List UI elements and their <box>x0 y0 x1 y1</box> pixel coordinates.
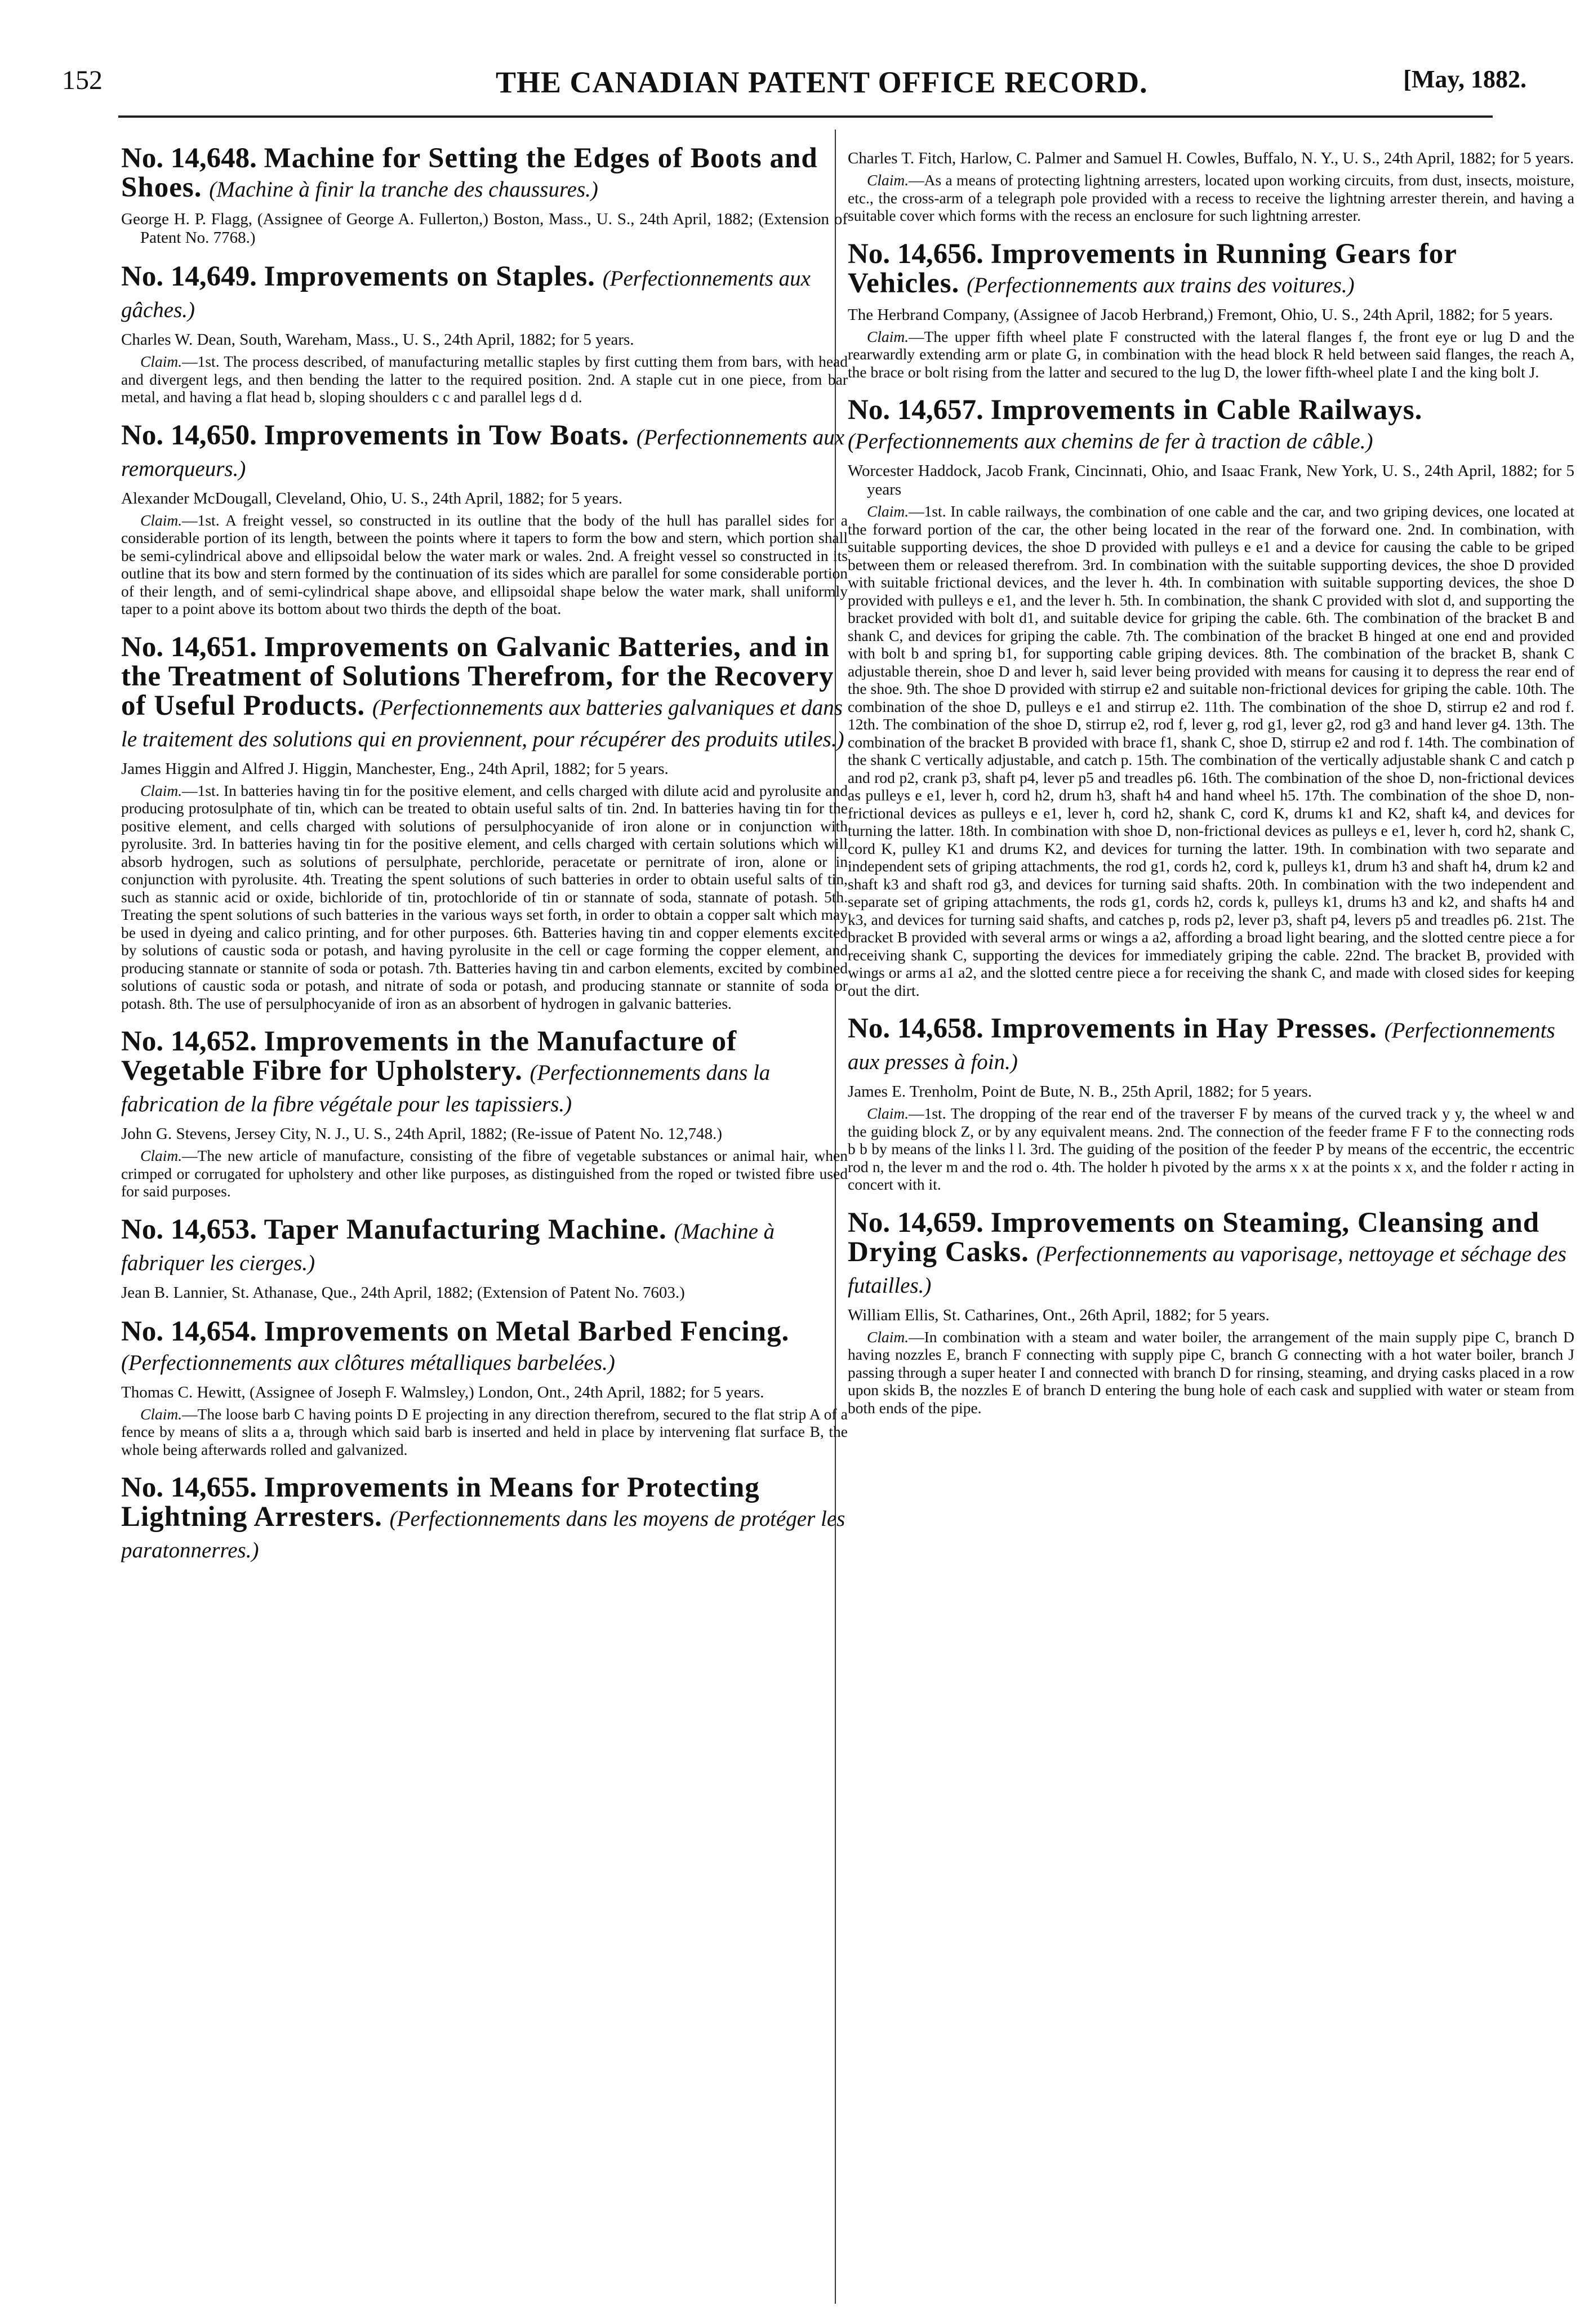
patent-french-title: (Perfectionnements aux presses à foin.) <box>848 1018 1555 1074</box>
patent-title: Improvements in Cable Railways. <box>990 394 1423 426</box>
patent-number: No. 14,651. <box>121 631 257 663</box>
claim-text: —1st. A freight vessel, so constructed in its outline that the body of the hull has parallel sides for a considerable portion of its length, between the points where it tapers to form the bow and stern, which portion shall be semi-cylindrical above and ellipsoidal below the water mark or wales. 2nd. A freight vessel so constructed in its outline that its bow and stern formed by the continuation of its sides which are parallel for some considerable portion of their length, and of semi-cylindrical shape above, and ellipsoidal shape below the water mark, shall uniformly taper to a point above its bottom about two thirds the depth of the boat. <box>121 511 848 617</box>
patent-number: No. 14,656. <box>848 238 983 270</box>
patent-french-title: (Machine à fabriquer les cierges.) <box>121 1219 775 1275</box>
page-number: 152 <box>62 65 103 95</box>
patent-claim <box>848 328 1574 381</box>
claim-label: Claim. <box>140 511 183 529</box>
patent-heading <box>121 1215 848 1278</box>
patent-claim <box>121 1147 848 1200</box>
patent-heading <box>121 1027 848 1119</box>
patent-heading <box>121 633 848 754</box>
patent-french-title: (Perfectionnements aux gâches.) <box>121 266 811 322</box>
patent-title: Improvements in the Manufacture of Vegetable Fibre for Upholstery. <box>121 1026 737 1087</box>
issue-date: [May, 1882. <box>1403 65 1526 93</box>
patent-claim <box>848 502 1574 999</box>
claim-label: Claim. <box>140 1147 183 1164</box>
patent-number: No. 14,658. <box>848 1013 983 1044</box>
claim-text: —1st. The process described, of manufacturing metallic staples by first cutting them from bars, with head and divergent legs, and then bending the latter to the required position. 2nd. A staple cut in one piece, from bar metal, and having a flat head b, sloping shoulders c c and parallel legs d d. <box>121 353 848 406</box>
patentee-details: James E. Trenholm, Point de Bute, N. B., 25th April, 1882; for 5 years. <box>848 1083 1312 1101</box>
right-column <box>848 144 1574 2312</box>
claim-text: —As a means of protecting lightning arresters, located upon working circuits, from dust, insects, moisture, etc., the cross-arm of a telegraph pole provided with a recess to receive the lightning arrester therein, and having a suitable cover which forms with the recess an enclosure for such lightning arrester. <box>848 171 1574 224</box>
patent-french-title: (Perfectionnements aux clôtures métalliques barbelées.) <box>121 1350 615 1375</box>
claim-text: —The loose barb C having points D E projecting in any direction therefrom, secured to the flat strip A of a fence by means of slits a a, through which said barb is inserted and held in place by intervening flat surface B, the whole being afterwards rolled and galvanized. <box>121 1405 848 1458</box>
patent-entry <box>121 421 848 618</box>
patent-number: No. 14,648. <box>121 144 257 174</box>
patent-claim <box>848 171 1574 225</box>
patent-claim <box>121 782 848 1013</box>
patent-title: Improvements on Staples. <box>264 261 595 292</box>
patent-number: No. 14,653. <box>121 1213 257 1245</box>
claim-label: Claim. <box>140 353 183 370</box>
patent-french-title: (Perfectionnements aux trains des voitures.) <box>967 273 1355 297</box>
patent-entry <box>121 1317 848 1459</box>
patentee-details: Charles W. Dean, South, Wareham, Mass., U. S., 24th April, 1882; for 5 years. <box>121 331 634 349</box>
patent-entry <box>121 262 848 406</box>
patent-entry <box>121 633 848 1013</box>
patent-entry <box>848 1208 1574 1417</box>
patent-entry <box>848 395 1574 999</box>
patent-french-title: (Perfectionnements aux remorqueurs.) <box>121 425 845 481</box>
patent-title: Improvements on Steaming, Cleansing and Drying Casks. <box>848 1206 1540 1268</box>
claim-text: —1st. The dropping of the rear end of the traverser F by means of the curved track y y, the wheel w and the guiding block Z, or by any equivalent means. 2nd. The connection of the feeder frame F F to the connecting rods b b by means of the links l l. 3rd. The guiding of the position of the feeder P by means of the eccentric, the eccentric rod n, the lever m and the rod o. 4th. The holder h pivoted by the arms x x at the points x x, and the folder r acting in concert with it. <box>848 1105 1574 1193</box>
patentee-details: William Ellis, St. Catharines, Ont., 26th April, 1882; for 5 years. <box>848 1306 1270 1324</box>
claim-text: —1st. In cable railways, the combination of one cable and the car, and two griping devices, one located at the forward portion of the car, the other being located in the rear of the forward one. 2nd. In combination, with suitable supporting devices, the shoe D provided with pulleys e e1 and a device for causing the cable to be griped between them or released therefrom. 3rd. In combination with the suitable supporting devices, the shoe D provided with suitable frictional devices, and the lever h. 4th. In combination with suitable supporting devices, the shoe D provided with pulleys e e1, and the lever h. 5th. In combination, the shank C provided with slot d, and supporting the bracket provided with bolt d1, and suitable device for griping the cable. 6th. The combination of the bracket B and shank C, and devices for griping the cable. 7th. The combination of the bracket B hinged at one end and provided with bolt b and spring b1, for supporting cable griping devices. 8th. The combination of the bracket B, shank C adjustable therein, shoe D and lever h, said lever being provided with means for causing it to depress the rear end of the shoe. 9th. The shoe D provided with stirrup e2 and suitable non-frictional devices for griping the cable. 10th. The combination of the shoe D, pulleys e e1 and stirrup e2. 11th. The combination of the shoe D, stirrup e2 and rod f. 12th. The combination of the shoe D, stirrup e2, rod f, lever g, rod g1, lever g2, rod g3 and hand lever g4. 13th. The combination of the bracket B provided with brace f1, shank C, shoe D, stirrup e2 and rod f. 14th. The combination of the shank C vertically adjustable, and catch p. 15th. The combination of the vertically adjustable shank C and catch p and rod p2, crank p3, shaft p4, lever p5 and treadles p6. 16th. The combination of the shoe D, non-frictional devices as pulleys e e1, lever h, cord h2, drum h3, shaft h4 and hand wheel h5. 17th. The combination of the shoe D, non-frictional devices as pulleys e e1, lever h, cord h2, shank C, cord K, drums k1 and K2, shaft k4, and devices for turning the latter. 18th. In combination with shoe D, non-frictional devices as pulleys e e1, lever h, cord h2, shank C, cord K, pulley K1 and drums K2, and devices for turning the latter. 19th. In combination with two separate and independent sets of griping attachments, the rod g1, cords h2, cord k, pulleys k1, drum h3 and shaft h4, drum k2 and shaft k3 and shaft rod g3, and devices for turning said shafts. 20th. In combination with the two independent and separate set of griping attachments, the rods g1, cords h2, cords k, pulleys k1, drums h3 and k2, and shafts h4 and k3, and devices for turning said shafts, and catches p, rods p2, lever p3, shaft p4, levers p5 and treadles p6. 21st. The bracket B provided with several arms or wings a a2, affording a broad light bearing, and the slotted centre piece a for receiving shank C, supporting the devices for immediately griping the cable. 22nd. The bracket B, provided with wings or arms a1 a2, and the slotted centre piece a for receiving the shank C, and made with closed sides for keeping out the dirt. <box>848 502 1574 999</box>
claim-text: —The new article of manufacture, consisting of the fibre of vegetable substances or animal hair, when crimped or corrugated for upholstery and other like purposes, as distinguished from the roped or twisted fibre used for said purposes. <box>121 1147 848 1200</box>
left-column <box>121 144 848 2312</box>
patent-claim <box>121 1405 848 1459</box>
patent-heading <box>848 395 1574 456</box>
patent-heading <box>121 421 848 484</box>
patent-title: Improvements on Galvanic Batteries, and in the Treatment of Solutions Therefrom, for the Recovery of Useful Products. <box>121 631 834 722</box>
patentee-details: George H. P. Flagg, (Assignee of George A. Fullerton,) Boston, Mass., U. S., 24th April, 1882; (Extension of Patent No. 7768.) <box>121 210 848 247</box>
patent-entry <box>848 1014 1574 1194</box>
patent-number: No. 14,655. <box>121 1472 257 1503</box>
patent-entry <box>121 144 848 247</box>
claim-label: Claim. <box>867 1328 909 1346</box>
patent-claim <box>848 1328 1574 1417</box>
page-header <box>62 59 1526 110</box>
patent-claim <box>121 353 848 406</box>
patentee-details: The Herbrand Company, (Assignee of Jacob Herbrand,) Fremont, Ohio, U. S., 24th April, 1882; for 5 years. <box>848 305 1554 324</box>
header-rule <box>118 115 1493 118</box>
patent-entry <box>121 1473 848 1565</box>
patent-title: Improvements in Hay Presses. <box>990 1013 1377 1044</box>
patent-heading <box>121 144 848 204</box>
patent-heading <box>121 262 848 325</box>
patentee-details: Jean B. Lannier, St. Athanase, Que., 24th April, 1882; (Extension of Patent No. 7603.) <box>121 1283 685 1302</box>
patent-number: No. 14,659. <box>848 1206 983 1239</box>
claim-text: —1st. In batteries having tin for the positive element, and cells charged with dilute acid and pyrolusite and producing protosulphate of tin, which can be treated to obtain useful salts of tin. 2nd. In batteries having tin for the positive element, and cells charged with solutions of persulphocyanide of iron alone or in conjunction with pyrolusite. 3rd. In batteries having tin for the positive element, and cells charged with certain solutions which will absorb hydrogen, such as solutions of persulphate, perchloride, peracetate or pernitrate of iron, alone or in conjunction with pyrolusite. 4th. Treating the spent solutions of such batteries in order to obtain useful salts of tin, such as stannic acid or oxide, bichloride of tin, protochloride of tin or stannate of soda, stannate of potash. 5th. Treating the spent solutions of such batteries in the various ways set forth, in order to obtain a copper salt which may be used in dyeing and calico printing, and for other purposes. 6th. Batteries having tin and copper elements excited by solutions of caustic soda or potash, and having pyrolusite in the cell or cage forming the copper element, and producing stannate or stannite of soda or potash. 7th. Batteries having tin and carbon elements, excited by combined solutions of caustic soda or potash, and nitrate of soda or potash, and producing stannate or stannite of soda or potash. 8th. The use of persulphocyanide of iron as an absorbent of hydrogen in galvanic batteries. <box>121 781 848 1012</box>
patent-heading <box>121 1473 848 1565</box>
patent-claim <box>848 1105 1574 1194</box>
claim-label: Claim. <box>140 1405 183 1423</box>
patent-entry <box>848 149 1574 225</box>
patent-french-title: (Perfectionnements dans les moyens de protéger les paratonnerres.) <box>121 1507 845 1562</box>
patent-entry <box>121 1027 848 1200</box>
claim-label: Claim. <box>867 327 909 345</box>
patent-title: Taper Manufacturing Machine. <box>264 1213 667 1245</box>
patent-number: No. 14,657. <box>848 394 983 426</box>
claim-label: Claim. <box>867 171 909 189</box>
patent-number: No. 14,652. <box>121 1026 257 1057</box>
patent-title: Improvements in Running Gears for Vehicles. <box>848 238 1457 299</box>
patent-french-title: (Perfectionnements au vaporisage, nettoyage et séchage des futailles.) <box>848 1241 1566 1298</box>
patent-number: No. 14,654. <box>121 1315 257 1347</box>
patent-number: No. 14,650. <box>121 419 257 451</box>
patent-french-title: (Perfectionnements aux batteries galvaniques et dans le traitement des solutions qui en proviennent, pour récupérer des produits utiles.) <box>121 695 844 751</box>
claim-label: Claim. <box>867 1105 909 1122</box>
patent-entry <box>848 239 1574 381</box>
patentee-details: Thomas C. Hewitt, (Assignee of Joseph F. Walmsley,) London, Ont., 24th April, 1882; for 5 years. <box>121 1383 764 1401</box>
patentee-details: John G. Stevens, Jersey City, N. J., U. S., 24th April, 1882; (Re-issue of Patent No. 12,748.) <box>121 1125 723 1143</box>
patent-heading <box>121 1317 848 1378</box>
claim-label: Claim. <box>867 502 909 520</box>
patentee-details: Charles T. Fitch, Harlow, C. Palmer and Samuel H. Cowles, Buffalo, N. Y., U. S., 24th April, 1882; for 5 years. <box>848 149 1574 167</box>
patent-heading <box>848 1014 1574 1077</box>
patent-french-title: (Machine à finir la tranche des chaussures.) <box>209 177 598 202</box>
patent-entry <box>121 1215 848 1302</box>
patentee-details: Alexander McDougall, Cleveland, Ohio, U. S., 24th April, 1882; for 5 years. <box>121 489 622 507</box>
claim-text: —The upper fifth wheel plate F constructed with the lateral flanges f, the front eye or lug D and the rearwardly extending arm or plate G, in combination with the head block R held between said flanges, the reach A, the brace or bolt rising from the latter and secured to the lug D, the lower fifth-wheel plate I and the king bolt J. <box>848 327 1574 381</box>
patent-heading <box>848 239 1574 300</box>
patent-french-title: (Perfectionnements dans la fabrication de la fibre végétale pour les tapissiers.) <box>121 1061 771 1116</box>
patent-heading <box>848 1208 1574 1301</box>
journal-title: THE CANADIAN PATENT OFFICE RECORD. <box>496 65 1148 99</box>
patent-french-title: (Perfectionnements aux chemins de fer à traction de câble.) <box>848 429 1373 453</box>
patent-title: Improvements in Means for Protecting Lightning Arresters. <box>121 1472 760 1533</box>
patentee-details: James Higgin and Alfred J. Higgin, Manchester, Eng., 24th April, 1882; for 5 years. <box>121 759 669 778</box>
patent-claim <box>121 511 848 618</box>
claim-text: —In combination with a steam and water boiler, the arrangement of the main supply pipe C, branch D having nozzles E, branch F connecting with supply pipe C, branch G connecting with a hot water boiler, branch J passing through a super heater I and connected with branch D for rinsing, steaming, and drying casks placed in a row upon skids B, the nozzles E of branch D entering the bung hole of each cask and supplied with water or steam from both ends of the pipe. <box>848 1328 1574 1417</box>
patent-title: Machine for Setting the Edges of Boots and Shoes. <box>121 144 818 203</box>
claim-label: Claim. <box>140 781 183 799</box>
patent-title: Improvements in Tow Boats. <box>264 419 630 451</box>
patentee-details: Worcester Haddock, Jacob Frank, Cincinnati, Ohio, and Isaac Frank, New York, U. S., 24th April, 1882; for 5 years <box>848 462 1574 498</box>
patent-number: No. 14,649. <box>121 261 257 292</box>
patent-title: Improvements on Metal Barbed Fencing. <box>264 1315 790 1347</box>
